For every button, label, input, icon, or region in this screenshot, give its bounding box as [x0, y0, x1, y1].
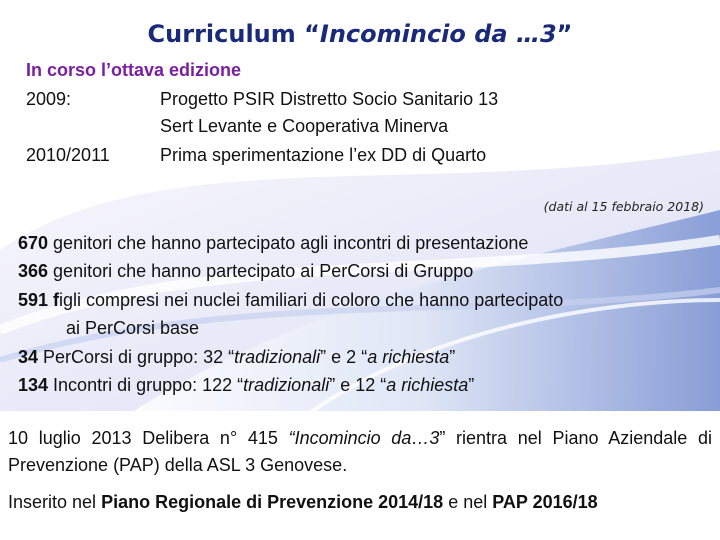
piano-regionale-line: Inserito nel Piano Regionale di Prevenzione 2014/18 e nel PAP 2016/18 — [8, 492, 598, 512]
stat-line: 591 figli compresi nei nuclei familiari di coloro che hanno partecipato — [18, 290, 564, 310]
delibera-paragraph: 10 luglio 2013 Delibera n° 415 “Incomincio da…3” rientra nel Piano Aziendale di Prevenzione (PAP) della ASL 3 Genovese. — [8, 428, 712, 475]
stat-line: 34 PerCorsi di gruppo: 32 “tradizionali” e 2 “a richiesta” — [18, 347, 456, 367]
history-text: Sert Levante e Cooperativa Minerva — [160, 116, 449, 136]
stat-line: 670 genitori che hanno partecipato agli incontri di presentazione — [18, 233, 529, 253]
stat-line: 134 Incontri di gruppo: 122 “tradizionali” e 12 “a richiesta” — [18, 375, 475, 395]
history-year: 2010/2011 — [26, 145, 110, 165]
history-text: Prima sperimentazione l’ex DD di Quarto — [160, 145, 487, 165]
history-text: Progetto PSIR Distretto Socio Sanitario 13 — [160, 89, 499, 109]
data-date-note: (dati al 15 febbraio 2018) — [543, 199, 704, 214]
edition-subtitle: In corso l’ottava edizione — [26, 60, 242, 80]
stat-line-continued: ai PerCorsi base — [66, 318, 200, 338]
stat-line: 366 genitori che hanno partecipato ai PerCorsi di Gruppo — [18, 261, 474, 281]
history-year: 2009: — [26, 89, 72, 109]
page-title: Curriculum “Incomincio da …3” — [147, 20, 573, 48]
